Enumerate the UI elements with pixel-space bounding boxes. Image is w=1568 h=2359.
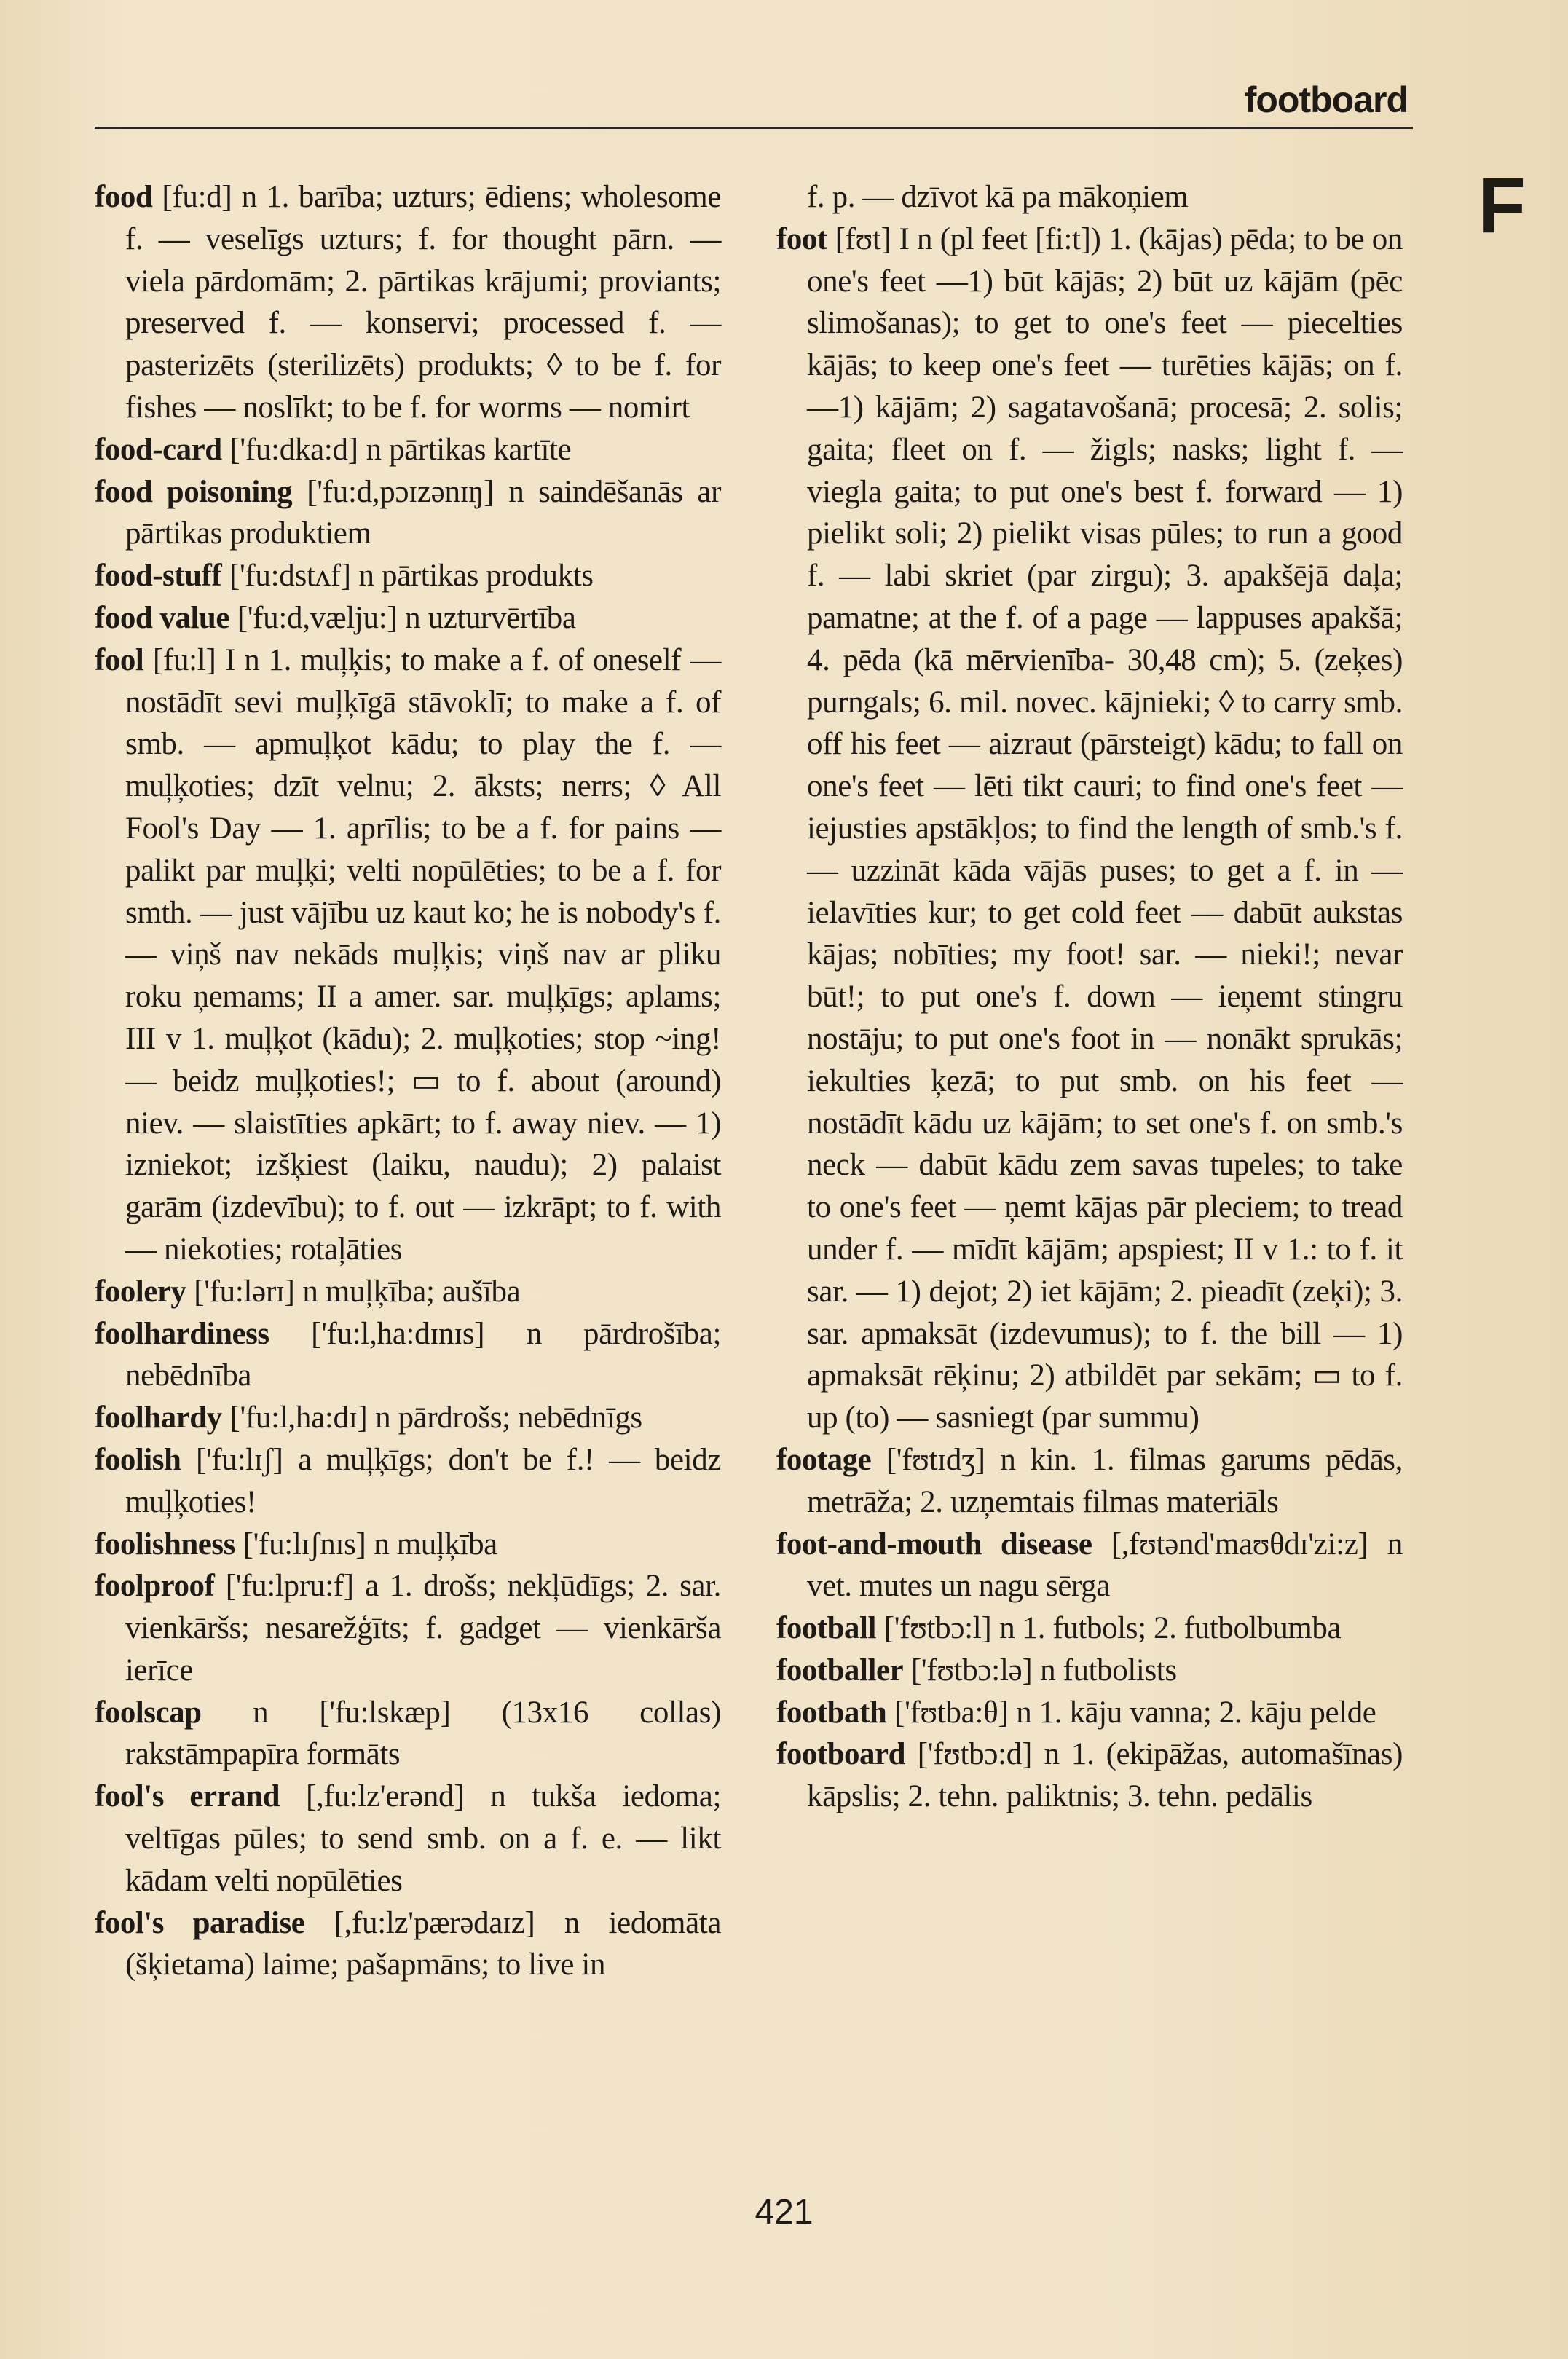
entry-definition: n 1. (ekipāžas, automašīnas) kāpslis; 2. tehn. paliktnis; 3. tehn. pedālis [807, 1737, 1403, 1814]
entry-headword: food poisoning [95, 474, 293, 509]
entry-definition: n uzturvērtība [405, 600, 576, 635]
entry-definition: n 1. barība; uzturs; ēdiens; wholesome f. — veselīgs uzturs; f. for thought pārn. — viela pārdomām; 2. pārtikas krājumi; proviants; preserved f. — konservi; processed f. — pasterizēts (sterilizēts) produkts; ◊ to be f. for fishes — noslīkt; to be f. for worms — nomirt [125, 180, 722, 425]
dictionary-entry [776, 1650, 1403, 1692]
entry-pronunciation: ['fu:lərɪ] [194, 1274, 295, 1309]
entry-headword: foot-and-mouth disease [776, 1527, 1092, 1561]
entry-headword: football [776, 1611, 876, 1646]
entry-definition: n ['fu:lskæp] (13x16 collas) rakstāmpapīra formāts [125, 1695, 721, 1772]
entry-headword: fool [95, 642, 144, 677]
left-column [95, 176, 721, 1986]
entry-pronunciation: [,fu:lz'pærədaɪz] [334, 1905, 535, 1940]
dictionary-entry [95, 176, 721, 429]
entry-pronunciation: ['fʊtba:θ] [894, 1695, 1009, 1730]
entry-pronunciation: ['fu:lɪʃ] [195, 1442, 283, 1477]
entry-definition: I n 1. muļķis; to make a f. of oneself — nostādīt sevi muļķīgā stāvoklī; to make a f. of smb. — apmuļķot kādu; to play the f. — muļķoties; dzīt velnu; 2. āksts; nerrs; ◊ All Fool's Day — 1. aprīlis; to be a f. for pains — palikt par muļķi; velti nopūlēties; to be a f. for smth. — just vājību uz kaut ko; he is nobody's f. — viņš nav nekāds muļķis; viņš nav ar pliku roku ņemams; II a amer. sar. muļķīgs; aplams; III v 1. muļķot (kādu); 2. muļķoties; stop ~ing! — beidz muļķoties!; ▭ to f. about (around) niev. — slaistīties apkārt; to f. away niev. — 1) izniekot; izšķiest (laiku, naudu); 2) palaist garām (izdevību); to f. out — izkrāpt; to f. with — niekoties; rotaļāties [125, 642, 722, 1267]
dictionary-entry [776, 1692, 1403, 1734]
entry-headword: foot [776, 221, 827, 256]
entry-headword: foolhardy [95, 1401, 222, 1436]
entry-pronunciation: ['fu:d,pɔɪzənɪŋ] [307, 474, 495, 509]
entry-pronunciation: ['fʊtɪdʒ] [886, 1442, 985, 1477]
entry-definition: n futbolists [1040, 1653, 1177, 1687]
dictionary-entry [95, 1439, 721, 1524]
dictionary-entry [95, 1313, 721, 1398]
dictionary-entry [95, 555, 721, 597]
entry-definition: n muļķība [374, 1527, 497, 1561]
entry-pronunciation: ['fu:l,ha:dɪ] [229, 1401, 368, 1436]
entry-definition: n saindēšanās ar pārtikas produktiem [125, 474, 722, 551]
entry-pronunciation: [,fʊtənd'maʊθdɪ'zi:z] [1111, 1527, 1368, 1561]
entry-pronunciation: ['fʊtbɔ:d] [917, 1737, 1032, 1772]
entry-definition: a 1. drošs; nekļūdīgs; 2. sar. vienkāršs; nesarežģīts; f. gadget — vienkārša ierīce [125, 1569, 722, 1687]
entry-definition: n vet. mutes un nagu sērga [807, 1527, 1403, 1604]
entry-pronunciation: [fu:l] [152, 642, 216, 677]
entry-definition: n pārtikas produkts [358, 559, 594, 594]
entry-headword: foolish [95, 1442, 181, 1477]
thumb-index-letter: F [1478, 161, 1526, 249]
entry-definition: a muļķīgs; don't be f.! — beidz muļķoties! [125, 1442, 722, 1519]
entry-headword: foolery [95, 1274, 186, 1309]
running-head: footboard [1244, 79, 1408, 120]
dictionary-entry [95, 1902, 721, 1987]
dictionary-entry [95, 1271, 721, 1313]
entry-definition: n 1. kāju vanna; 2. kāju pelde [1016, 1695, 1376, 1730]
header-rule [95, 127, 1413, 129]
entry-definition: f. p. — dzīvot kā pa mākoņiem [807, 180, 1189, 214]
entry-headword: food [95, 180, 153, 214]
dictionary-entry [776, 1607, 1403, 1650]
entry-headword: food-card [95, 432, 222, 467]
entry-headword: foolhardiness [95, 1316, 269, 1351]
entry-pronunciation: ['fu:lpru:f] [225, 1569, 354, 1604]
entry-headword: fool's errand [95, 1779, 280, 1814]
entry-definition: n tukša iedoma; veltīgas pūles; to send smb. on a f. e. — likt kādam velti nopūlēties [125, 1779, 722, 1898]
entry-pronunciation: ['fu:dstʌf] [229, 559, 351, 594]
dictionary-entry [95, 1397, 721, 1439]
dictionary-entry [776, 1524, 1403, 1608]
entry-pronunciation: ['fu:l,ha:dɪnɪs] [311, 1316, 485, 1351]
entry-headword: foolproof [95, 1569, 215, 1604]
dictionary-entry [95, 1565, 721, 1691]
entry-headword: foolishness [95, 1527, 235, 1561]
entry-pronunciation: ['fu:dka:d] [229, 432, 358, 467]
entry-definition: n pārdrošība; nebēdnība [125, 1316, 722, 1393]
entry-definition: n kin. 1. filmas garums pēdās, metrāža; 2. uzņemtais filmas materiāls [807, 1442, 1403, 1519]
entry-headword: food value [95, 600, 229, 635]
right-column [776, 176, 1403, 1818]
dictionary-entry [95, 1692, 721, 1776]
dictionary-entry [776, 1439, 1403, 1524]
entry-pronunciation: ['fu:d,vælju:] [237, 600, 398, 635]
dictionary-entry [95, 639, 721, 1271]
entry-pronunciation: [,fu:lz'erənd] [306, 1779, 465, 1814]
entry-headword: footage [776, 1442, 872, 1477]
dictionary-entry [95, 1524, 721, 1566]
dictionary-entry [776, 218, 1403, 1439]
entry-definition: I n (pl feet [fi:t]) 1. (kājas) pēda; to be on one's feet —1) būt kājās; 2) būt uz kājām (pēc slimošanas); to get to one's feet — piecelties kājās; to keep one's feet — turēties kājās; on f. —1) kājām; 2) sagatavošanā; procesā; 2. solis; gaita; fleet on f. — žigls; nasks; light f. — viegla gaita; to put one's best f. forward — 1) pielikt soli; 2) pielikt visas pūles; to run a good f. — labi skriet (par zirgu); 3. apakšējā daļa; pamatne; at the f. of a page — lappuses apakšā; 4. pēda (kā mērvienība- 30,48 cm); 5. (zeķes) purngals; 6. mil. novec. kājnieki; ◊ to carry smb. off his feet — aizraut (pārsteigt) kādu; to fall on one's feet — lēti tikt cauri; to find one's feet — iejusties apstākļos; to find the length of smb.'s f. — uzzināt kāda vājās puses; to get a f. in — ielavīties kur; to get cold feet — dabūt aukstas kājas; nobīties; my foot! sar. — nieki!; nevar būt!; to put one's f. down — ieņemt stingru nostāju; to put one's foot in — nonākt sprukās; iekulties ķezā; to put smb. on his feet — nostādīt kādu uz kājām; to set one's f. on smb.'s neck — dabūt kādu zem savas tupeles; to take to one's feet — ņemt kājas pār pleciem; to tread under f. — mīdīt kājām; apspiest; II v 1.: to f. it sar. — 1) dejot; 2) iet kājām; 2. pieadīt (zeķi); 3. sar. apmaksāt (izdevumus); to f. the bill — 1) apmaksāt rēķinu; 2) atbildēt par sekām; ▭ to f. up (to) — sasniegt (par summu) [807, 221, 1403, 1436]
entry-headword: food-stuff [95, 559, 222, 594]
entry-pronunciation: [fu:d] [162, 180, 232, 214]
entry-headword: footboard [776, 1737, 906, 1772]
dictionary-entry [95, 1776, 721, 1902]
dictionary-entry [776, 176, 1403, 218]
entry-pronunciation: [fʊt] [835, 221, 891, 256]
page-number: 421 [755, 2193, 813, 2232]
dictionary-entry [95, 471, 721, 556]
entry-pronunciation: ['fʊtbɔ:l] [883, 1611, 992, 1646]
entry-headword: footballer [776, 1653, 904, 1687]
dictionary-entry [95, 429, 721, 471]
entry-headword: fool's paradise [95, 1905, 305, 1940]
entry-definition: n muļķība; aušība [302, 1274, 521, 1309]
dictionary-entry [95, 597, 721, 639]
entry-pronunciation: ['fu:lɪʃnɪs] [243, 1527, 366, 1561]
entry-headword: footbath [776, 1695, 887, 1730]
entry-definition: n iedomāta (šķietama) laime; pašapmāns; to live in [125, 1905, 722, 1982]
entry-definition: n 1. futbols; 2. futbolbumba [999, 1611, 1342, 1646]
entry-pronunciation: ['fʊtbɔ:lə] [910, 1653, 1033, 1687]
dictionary-entry [776, 1733, 1403, 1818]
entry-headword: foolscap [95, 1695, 202, 1730]
entry-definition: n pārdrošs; nebēdnīgs [375, 1401, 642, 1436]
entry-definition: n pārtikas kartīte [366, 432, 572, 467]
